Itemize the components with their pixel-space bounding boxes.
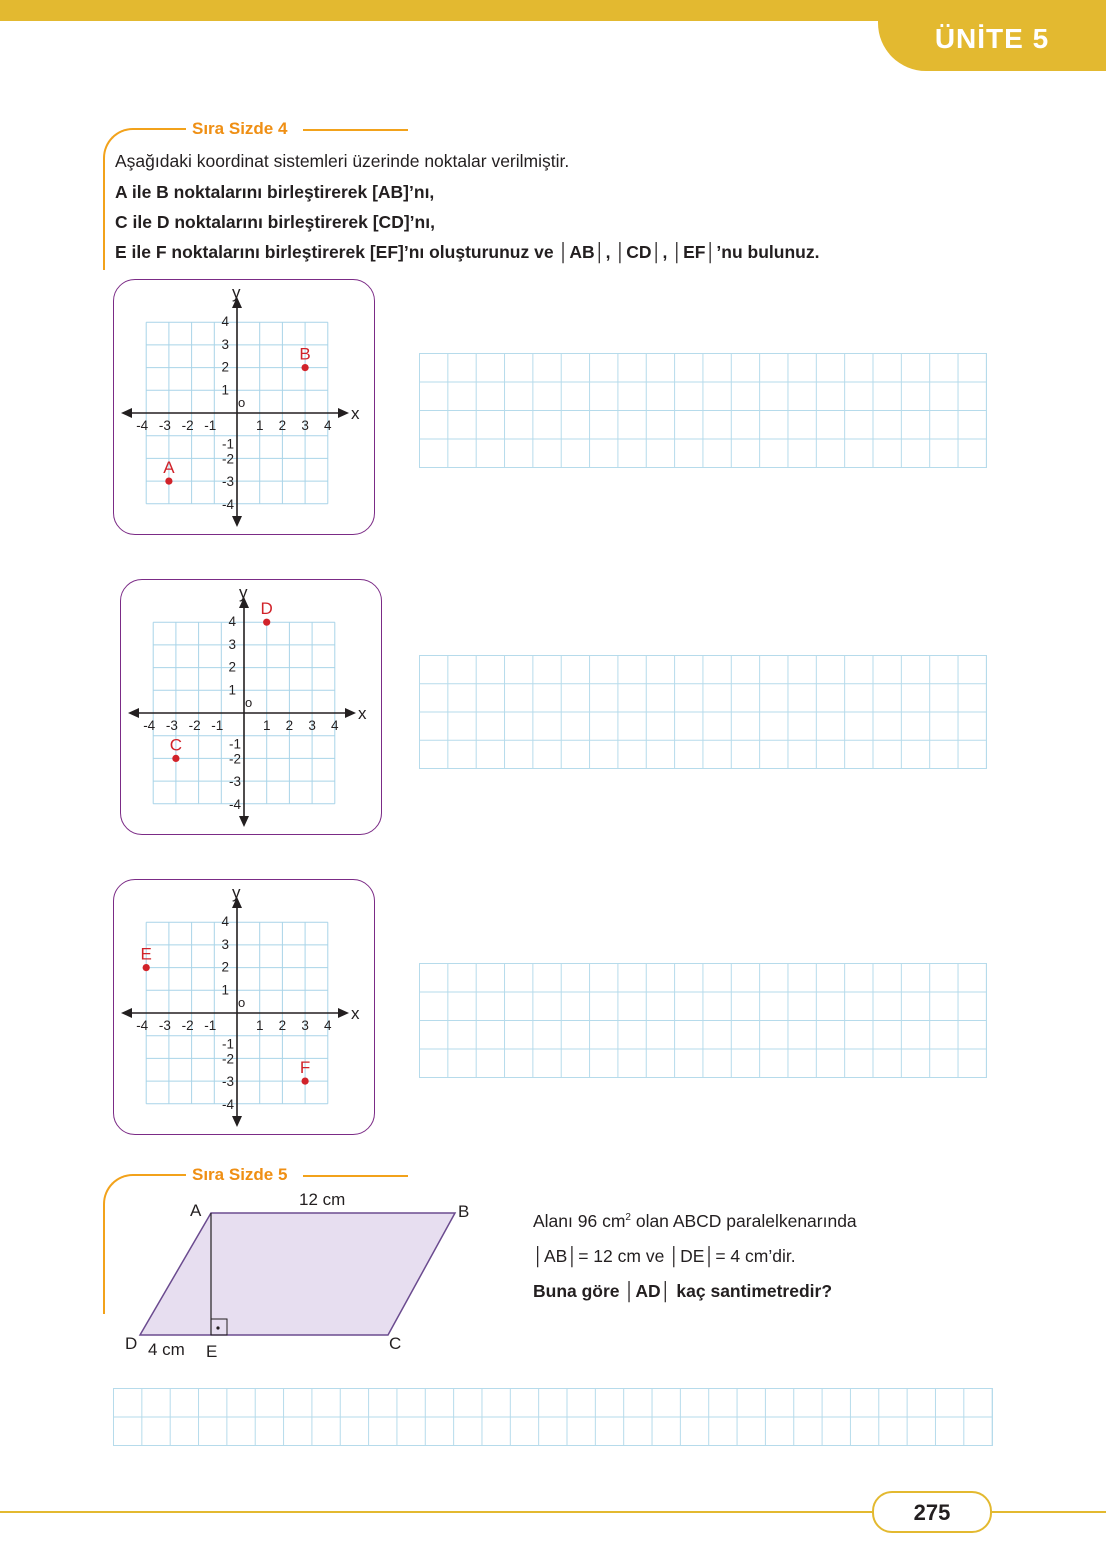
x-tick-label: -2 — [181, 1018, 194, 1033]
y-tick-label: -1 — [221, 436, 234, 452]
y-tick-label: 2 — [221, 359, 229, 375]
y-axis-label: y — [232, 883, 241, 902]
x-axis-arrow-left — [128, 708, 139, 718]
x-tick-label: 4 — [324, 1018, 332, 1033]
x-axis-arrow-right — [338, 1008, 349, 1018]
vertex-d-label: D — [125, 1334, 138, 1353]
x-tick-label: -2 — [188, 718, 201, 733]
x-tick-label: 3 — [301, 418, 309, 433]
origin-label: o — [245, 695, 253, 710]
y-tick-label: -4 — [228, 796, 241, 812]
x-tick-label: -1 — [211, 718, 224, 733]
y-tick-label: -2 — [228, 751, 241, 767]
section4-instruction-1: A ile B noktalarını birleştirerek [AB]’nı, — [115, 182, 435, 202]
question-line-1 — [533, 1211, 857, 1232]
x-tick-label: -4 — [136, 418, 149, 433]
ab-length-label: 12 cm — [299, 1190, 346, 1209]
y-tick-label: 1 — [221, 382, 229, 398]
point-c-label: C — [169, 735, 183, 755]
y-tick-label: -3 — [228, 774, 241, 790]
de-length-label: 4 cm — [148, 1340, 185, 1359]
point-c — [172, 755, 179, 762]
vertex-b-label: B — [458, 1202, 470, 1221]
x-tick-label: -3 — [158, 1018, 171, 1033]
section4-intro: Aşağıdaki koordinat sistemleri üzerinde noktalar verilmiştir. — [115, 151, 570, 171]
y-axis-arrow-down — [232, 516, 242, 527]
y-axis-label: y — [232, 283, 241, 302]
x-tick-label: 1 — [255, 1018, 264, 1033]
question-line-3: Buna göre │AD│ kaç santimetredir? — [533, 1281, 833, 1301]
section4-instruction-2: C ile D noktalarını birleştirerek [CD]’nı, — [115, 212, 435, 232]
x-tick-label: 2 — [278, 418, 287, 433]
y-tick-label: 4 — [228, 614, 236, 630]
x-tick-label: -2 — [181, 418, 194, 433]
y-tick-label: -2 — [221, 1051, 234, 1067]
y-tick-label: -4 — [221, 1096, 234, 1112]
parallelogram-figure — [110, 1180, 490, 1365]
page-number: 275 — [913, 1500, 951, 1525]
question-part-2: olan ABCD paralelkenarında — [630, 1211, 857, 1231]
y-tick-label: 2 — [221, 959, 229, 975]
x-tick-label: 4 — [324, 418, 332, 433]
vertex-c-label: C — [389, 1334, 402, 1353]
x-tick-label: -3 — [158, 418, 171, 433]
x-tick-label: -4 — [143, 718, 156, 733]
section4-line-left — [178, 128, 186, 130]
y-axis-label: y — [239, 583, 248, 602]
coordinate-plane-ab — [113, 279, 375, 535]
answer-grid-ef[interactable] — [419, 963, 987, 1078]
x-axis-arrow-right — [345, 708, 356, 718]
x-tick-label: 3 — [301, 1018, 309, 1033]
x-tick-label: -4 — [136, 1018, 149, 1033]
coordinate-plane-cd — [120, 579, 382, 835]
x-axis-arrow-left — [121, 408, 132, 418]
y-tick-label: 3 — [221, 936, 229, 952]
unit-title: ÜNİTE 5 — [934, 23, 1050, 54]
x-tick-label: -1 — [204, 1018, 217, 1033]
x-axis-label: x — [351, 1004, 360, 1023]
y-axis-arrow-down — [232, 1116, 242, 1127]
section5-line-right — [303, 1175, 408, 1177]
x-tick-label: 1 — [262, 718, 271, 733]
x-axis-arrow-left — [121, 1008, 132, 1018]
question-part-1: Alanı 96 cm — [533, 1211, 626, 1231]
point-f — [302, 1078, 309, 1085]
point-a — [165, 478, 172, 485]
y-tick-label: 1 — [228, 682, 236, 698]
answer-grid-cd[interactable] — [419, 655, 987, 769]
point-b — [302, 364, 309, 371]
x-tick-label: -1 — [204, 418, 217, 433]
y-tick-label: 4 — [221, 314, 229, 330]
x-tick-label: -3 — [165, 718, 178, 733]
x-tick-label: 1 — [255, 418, 264, 433]
y-tick-label: -2 — [221, 451, 234, 467]
point-e — [143, 964, 150, 971]
y-tick-label: 2 — [228, 659, 236, 675]
question-superscript: 2 — [625, 1212, 631, 1224]
x-tick-label: 4 — [331, 718, 339, 733]
answer-grid-ab[interactable] — [419, 353, 987, 468]
x-axis-arrow-right — [338, 408, 349, 418]
point-f-label: F — [299, 1058, 311, 1078]
section4-line-right — [303, 129, 408, 131]
point-e-label: E — [206, 1342, 218, 1361]
y-tick-label: 3 — [221, 336, 229, 352]
parallelogram-abcd — [140, 1213, 455, 1335]
y-tick-label: -1 — [228, 736, 241, 752]
x-tick-label: 3 — [308, 718, 316, 733]
section5-line-left — [178, 1174, 186, 1176]
y-tick-label: -3 — [221, 474, 234, 490]
x-tick-label: 2 — [285, 718, 294, 733]
vertex-a-label: A — [190, 1201, 202, 1220]
x-axis-label: x — [351, 404, 360, 423]
origin-label: o — [238, 995, 246, 1010]
y-tick-label: -1 — [221, 1036, 234, 1052]
answer-grid-section5[interactable] — [113, 1388, 993, 1446]
y-tick-label: 4 — [221, 914, 229, 930]
x-tick-label: 2 — [278, 1018, 287, 1033]
point-e-label: E — [140, 944, 152, 964]
y-tick-label: 3 — [228, 636, 236, 652]
section4-title: Sıra Sizde 4 — [192, 119, 288, 138]
point-a-label: A — [163, 458, 175, 478]
y-tick-label: 1 — [221, 982, 229, 998]
point-d — [263, 619, 270, 626]
origin-label: o — [238, 395, 246, 410]
right-angle-dot — [216, 1326, 219, 1329]
y-axis-arrow-down — [239, 816, 249, 827]
section5-title: Sıra Sizde 5 — [192, 1165, 288, 1184]
point-b-label: B — [299, 344, 311, 364]
question-line-2: │AB│= 12 cm ve │DE│= 4 cm’dir. — [533, 1246, 796, 1266]
point-d-label: D — [260, 599, 273, 619]
x-axis-label: x — [358, 704, 367, 723]
y-tick-label: -3 — [221, 1074, 234, 1090]
coordinate-plane-ef — [113, 879, 375, 1135]
section4-instruction-3: E ile F noktalarını birleştirerek [EF]’nı oluşturunuz ve │AB│, │CD│, │EF│’nu bulunuz. — [115, 242, 820, 262]
y-tick-label: -4 — [221, 496, 234, 512]
